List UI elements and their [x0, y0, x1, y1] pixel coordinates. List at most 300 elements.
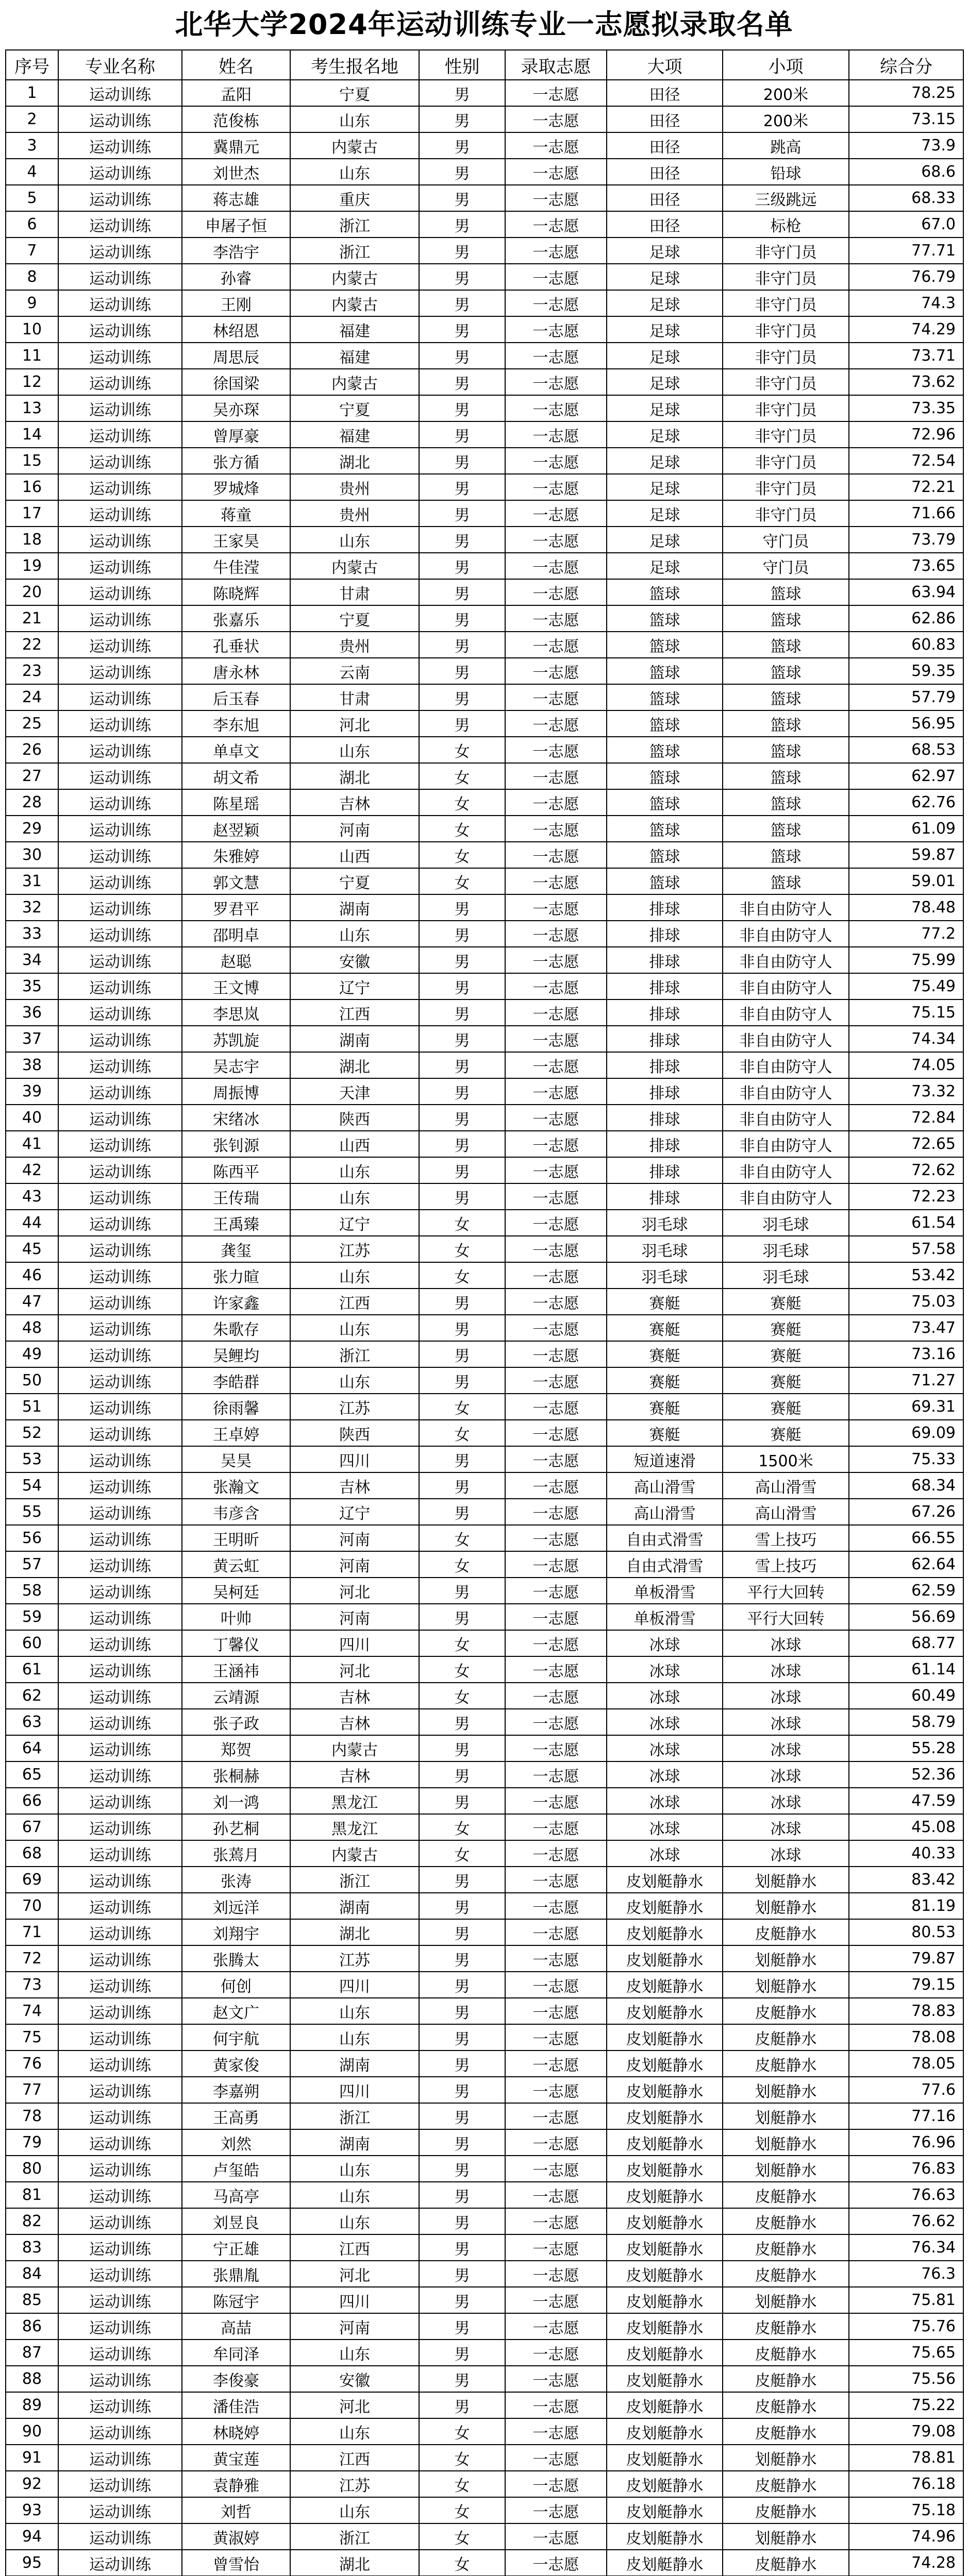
cell-preference: 一志愿	[505, 2497, 607, 2523]
cell-origin: 河南	[290, 1551, 419, 1578]
cell-origin: 山东	[290, 1183, 419, 1210]
cell-index: 46	[6, 1262, 58, 1289]
cell-preference: 一志愿	[505, 973, 607, 999]
cell-origin: 江苏	[290, 1945, 419, 1972]
cell-sub-event: 篮球	[723, 710, 849, 737]
cell-gender: 男	[419, 211, 505, 238]
cell-major: 运动训练	[58, 1078, 182, 1105]
cell-preference: 一志愿	[505, 2366, 607, 2392]
cell-index: 69	[6, 1867, 58, 1893]
cell-gender: 男	[419, 2050, 505, 2077]
cell-gender: 男	[419, 2234, 505, 2261]
table-row	[6, 1052, 963, 1078]
cell-score: 73.9	[849, 132, 963, 159]
cell-preference: 一志愿	[505, 1394, 607, 1420]
cell-preference: 一志愿	[505, 1761, 607, 1788]
cell-gender: 女	[419, 1551, 505, 1578]
cell-origin: 江西	[290, 999, 419, 1026]
cell-major: 运动训练	[58, 1341, 182, 1367]
table-body	[6, 80, 963, 2576]
cell-name: 张嘉乐	[182, 605, 290, 632]
cell-preference: 一志愿	[505, 238, 607, 264]
table-row	[6, 2077, 963, 2103]
cell-score: 75.49	[849, 973, 963, 999]
cell-index: 79	[6, 2129, 58, 2156]
cell-name: 吴柯廷	[182, 1578, 290, 1604]
cell-index: 64	[6, 1735, 58, 1761]
table-row	[6, 2471, 963, 2497]
cell-index: 92	[6, 2471, 58, 2497]
cell-major: 运动训练	[58, 159, 182, 185]
cell-major-event: 冰球	[607, 1656, 723, 1683]
cell-gender: 男	[419, 999, 505, 1026]
cell-preference: 一志愿	[505, 816, 607, 842]
cell-score: 76.79	[849, 264, 963, 290]
cell-sub-event: 平行大回转	[723, 1578, 849, 1604]
cell-index: 57	[6, 1551, 58, 1578]
cell-major-event: 篮球	[607, 579, 723, 605]
cell-origin: 浙江	[290, 2523, 419, 2550]
cell-score: 68.77	[849, 1630, 963, 1656]
cell-index: 22	[6, 632, 58, 658]
cell-major: 运动训练	[58, 789, 182, 816]
cell-preference: 一志愿	[505, 80, 607, 106]
cell-major-event: 皮划艇静水	[607, 1919, 723, 1945]
cell-score: 78.08	[849, 2024, 963, 2050]
cell-origin: 江苏	[290, 1394, 419, 1420]
cell-name: 孟阳	[182, 80, 290, 106]
cell-sub-event: 篮球	[723, 605, 849, 632]
cell-gender: 女	[419, 2523, 505, 2550]
cell-gender: 男	[419, 1289, 505, 1315]
cell-major-event: 皮划艇静水	[607, 2287, 723, 2313]
cell-preference: 一志愿	[505, 553, 607, 579]
cell-major-event: 篮球	[607, 710, 723, 737]
cell-name: 张子政	[182, 1709, 290, 1735]
cell-sub-event: 皮艇静水	[723, 2050, 849, 2077]
cell-name: 李东旭	[182, 710, 290, 737]
cell-sub-event: 非自由防守人	[723, 999, 849, 1026]
cell-gender: 男	[419, 1709, 505, 1735]
cell-major: 运动训练	[58, 2471, 182, 2497]
cell-sub-event: 划艇静水	[723, 2103, 849, 2129]
cell-name: 徐雨馨	[182, 1394, 290, 1420]
cell-preference: 一志愿	[505, 763, 607, 789]
cell-preference: 一志愿	[505, 894, 607, 921]
cell-gender: 男	[419, 500, 505, 527]
table-row	[6, 2024, 963, 2050]
cell-origin: 河北	[290, 2392, 419, 2418]
cell-gender: 男	[419, 921, 505, 947]
cell-score: 76.62	[849, 2208, 963, 2234]
cell-index: 72	[6, 1945, 58, 1972]
table-row	[6, 343, 963, 369]
cell-preference: 一志愿	[505, 1578, 607, 1604]
cell-preference: 一志愿	[505, 1735, 607, 1761]
cell-score: 75.76	[849, 2313, 963, 2340]
cell-major: 运动训练	[58, 395, 182, 421]
cell-score: 62.86	[849, 605, 963, 632]
cell-origin: 河北	[290, 1578, 419, 1604]
cell-sub-event: 篮球	[723, 842, 849, 868]
cell-preference: 一志愿	[505, 1656, 607, 1683]
cell-name: 何宇航	[182, 2024, 290, 2050]
cell-sub-event: 羽毛球	[723, 1262, 849, 1289]
cell-major: 运动训练	[58, 1656, 182, 1683]
cell-major-event: 足球	[607, 527, 723, 553]
cell-name: 李嘉朔	[182, 2077, 290, 2103]
cell-gender: 男	[419, 159, 505, 185]
cell-major: 运动训练	[58, 500, 182, 527]
cell-major: 运动训练	[58, 1604, 182, 1630]
cell-name: 何创	[182, 1972, 290, 1998]
cell-major-event: 排球	[607, 947, 723, 973]
cell-name: 李皓群	[182, 1367, 290, 1394]
cell-score: 76.96	[849, 2129, 963, 2156]
cell-major-event: 皮划艇静水	[607, 2208, 723, 2234]
cell-preference: 一志愿	[505, 106, 607, 132]
cell-sub-event: 皮艇静水	[723, 2261, 849, 2287]
table-row	[6, 1105, 963, 1131]
table-row	[6, 421, 963, 448]
cell-name: 申屠子恒	[182, 211, 290, 238]
cell-major-event: 皮划艇静水	[607, 2445, 723, 2471]
cell-preference: 一志愿	[505, 2418, 607, 2445]
cell-score: 60.83	[849, 632, 963, 658]
cell-index: 25	[6, 710, 58, 737]
cell-major: 运动训练	[58, 2234, 182, 2261]
cell-index: 43	[6, 1183, 58, 1210]
cell-preference: 一志愿	[505, 1262, 607, 1289]
cell-score: 52.36	[849, 1761, 963, 1788]
cell-major: 运动训练	[58, 632, 182, 658]
cell-major-event: 排球	[607, 1105, 723, 1131]
cell-score: 72.65	[849, 1131, 963, 1157]
page-title: 北华大学2024年运动训练专业一志愿拟录取名单	[175, 8, 793, 41]
cell-major-event: 冰球	[607, 1840, 723, 1867]
cell-index: 28	[6, 789, 58, 816]
cell-score: 66.55	[849, 1525, 963, 1551]
cell-score: 62.59	[849, 1578, 963, 1604]
cell-index: 89	[6, 2392, 58, 2418]
cell-origin: 河北	[290, 1656, 419, 1683]
cell-major: 运动训练	[58, 1840, 182, 1867]
cell-index: 15	[6, 448, 58, 474]
cell-origin: 甘肃	[290, 579, 419, 605]
cell-major: 运动训练	[58, 369, 182, 395]
cell-major: 运动训练	[58, 2129, 182, 2156]
header-major-event: 大项	[607, 50, 723, 80]
cell-sub-event: 皮艇静水	[723, 2497, 849, 2523]
table-row	[6, 1289, 963, 1315]
cell-preference: 一志愿	[505, 2024, 607, 2050]
cell-score: 79.08	[849, 2418, 963, 2445]
cell-origin: 四川	[290, 1972, 419, 1998]
cell-preference: 一志愿	[505, 1998, 607, 2024]
cell-major-event: 足球	[607, 395, 723, 421]
cell-index: 58	[6, 1578, 58, 1604]
cell-score: 79.15	[849, 1972, 963, 1998]
table-row	[6, 710, 963, 737]
cell-name: 云靖源	[182, 1683, 290, 1709]
cell-name: 张瀚文	[182, 1472, 290, 1499]
cell-index: 12	[6, 369, 58, 395]
cell-major-event: 足球	[607, 238, 723, 264]
cell-score: 73.15	[849, 106, 963, 132]
cell-major-event: 篮球	[607, 789, 723, 816]
cell-major-event: 篮球	[607, 658, 723, 684]
table-row	[6, 684, 963, 710]
cell-index: 29	[6, 816, 58, 842]
cell-origin: 吉林	[290, 1472, 419, 1499]
cell-score: 69.31	[849, 1394, 963, 1420]
cell-preference: 一志愿	[505, 947, 607, 973]
cell-gender: 男	[419, 1578, 505, 1604]
cell-major-event: 排球	[607, 973, 723, 999]
cell-index: 93	[6, 2497, 58, 2523]
cell-sub-event: 跳高	[723, 132, 849, 159]
cell-score: 77.71	[849, 238, 963, 264]
cell-index: 54	[6, 1472, 58, 1499]
cell-name: 丁馨仪	[182, 1630, 290, 1656]
cell-gender: 男	[419, 290, 505, 316]
cell-name: 袁静雅	[182, 2471, 290, 2497]
cell-sub-event: 皮艇静水	[723, 2550, 849, 2576]
cell-major: 运动训练	[58, 1289, 182, 1315]
cell-name: 潘佳浩	[182, 2392, 290, 2418]
cell-gender: 男	[419, 1735, 505, 1761]
cell-gender: 男	[419, 1131, 505, 1157]
cell-preference: 一志愿	[505, 369, 607, 395]
cell-major: 运动训练	[58, 1052, 182, 1078]
cell-major-event: 皮划艇静水	[607, 2392, 723, 2418]
table-row	[6, 1867, 963, 1893]
cell-gender: 男	[419, 1183, 505, 1210]
cell-origin: 江西	[290, 2445, 419, 2471]
cell-score: 73.47	[849, 1315, 963, 1341]
cell-name: 刘昱良	[182, 2208, 290, 2234]
cell-sub-event: 200米	[723, 106, 849, 132]
cell-score: 75.22	[849, 2392, 963, 2418]
cell-name: 黄宝莲	[182, 2445, 290, 2471]
cell-index: 50	[6, 1367, 58, 1394]
cell-index: 40	[6, 1105, 58, 1131]
cell-major-event: 皮划艇静水	[607, 2340, 723, 2366]
table-row	[6, 1157, 963, 1183]
cell-score: 61.09	[849, 816, 963, 842]
cell-major-event: 篮球	[607, 763, 723, 789]
cell-origin: 湖北	[290, 2550, 419, 2576]
cell-score: 72.54	[849, 448, 963, 474]
cell-sub-event: 非自由防守人	[723, 1183, 849, 1210]
cell-name: 赵文广	[182, 1998, 290, 2024]
cell-score: 80.53	[849, 1919, 963, 1945]
cell-index: 76	[6, 2050, 58, 2077]
cell-major-event: 皮划艇静水	[607, 2182, 723, 2208]
cell-major: 运动训练	[58, 1972, 182, 1998]
cell-preference: 一志愿	[505, 999, 607, 1026]
table-row	[6, 2234, 963, 2261]
cell-major: 运动训练	[58, 1262, 182, 1289]
cell-gender: 女	[419, 1683, 505, 1709]
table-row	[6, 2156, 963, 2182]
cell-sub-event: 非守门员	[723, 264, 849, 290]
cell-gender: 女	[419, 2497, 505, 2523]
cell-index: 88	[6, 2366, 58, 2392]
cell-major-event: 皮划艇静水	[607, 1867, 723, 1893]
cell-origin: 内蒙古	[290, 132, 419, 159]
table-row	[6, 80, 963, 106]
table-row	[6, 1446, 963, 1472]
table-row	[6, 1551, 963, 1578]
cell-major: 运动训练	[58, 894, 182, 921]
cell-score: 73.32	[849, 1078, 963, 1105]
cell-name: 刘然	[182, 2129, 290, 2156]
cell-preference: 一志愿	[505, 2445, 607, 2471]
cell-gender: 女	[419, 1840, 505, 1867]
cell-sub-event: 划艇静水	[723, 2445, 849, 2471]
cell-sub-event: 皮艇静水	[723, 2471, 849, 2497]
cell-major: 运动训练	[58, 2050, 182, 2077]
cell-major-event: 赛艇	[607, 1420, 723, 1446]
cell-origin: 湖南	[290, 2050, 419, 2077]
table-row	[6, 1236, 963, 1262]
cell-gender: 男	[419, 2392, 505, 2418]
cell-index: 7	[6, 238, 58, 264]
cell-index: 2	[6, 106, 58, 132]
table-row	[6, 1604, 963, 1630]
cell-sub-event: 标枪	[723, 211, 849, 238]
cell-index: 47	[6, 1289, 58, 1315]
cell-index: 67	[6, 1814, 58, 1840]
cell-sub-event: 赛艇	[723, 1394, 849, 1420]
cell-major: 运动训练	[58, 1630, 182, 1656]
cell-origin: 安徽	[290, 2366, 419, 2392]
cell-origin: 河北	[290, 2261, 419, 2287]
cell-sub-event: 冰球	[723, 1630, 849, 1656]
cell-sub-event: 皮艇静水	[723, 1998, 849, 2024]
cell-major: 运动训练	[58, 973, 182, 999]
cell-sub-event: 冰球	[723, 1656, 849, 1683]
cell-preference: 一志愿	[505, 1499, 607, 1525]
table-row	[6, 868, 963, 894]
cell-sub-event: 篮球	[723, 684, 849, 710]
cell-gender: 男	[419, 658, 505, 684]
cell-gender: 男	[419, 2313, 505, 2340]
cell-origin: 山东	[290, 2340, 419, 2366]
cell-major-event: 足球	[607, 316, 723, 343]
cell-major-event: 冰球	[607, 1788, 723, 1814]
cell-gender: 男	[419, 1893, 505, 1919]
table-row	[6, 264, 963, 290]
table-row	[6, 290, 963, 316]
cell-score: 71.27	[849, 1367, 963, 1394]
cell-name: 周思辰	[182, 343, 290, 369]
cell-preference: 一志愿	[505, 605, 607, 632]
cell-sub-event: 守门员	[723, 553, 849, 579]
cell-major: 运动训练	[58, 1788, 182, 1814]
cell-sub-event: 羽毛球	[723, 1210, 849, 1236]
cell-score: 61.14	[849, 1656, 963, 1683]
cell-gender: 男	[419, 553, 505, 579]
cell-score: 75.65	[849, 2340, 963, 2366]
cell-name: 吴志宇	[182, 1052, 290, 1078]
cell-score: 78.05	[849, 2050, 963, 2077]
cell-major: 运动训练	[58, 2445, 182, 2471]
cell-score: 74.29	[849, 316, 963, 343]
cell-preference: 一志愿	[505, 2103, 607, 2129]
table-row	[6, 2182, 963, 2208]
cell-score: 75.99	[849, 947, 963, 973]
cell-gender: 男	[419, 1078, 505, 1105]
cell-sub-event: 高山滑雪	[723, 1472, 849, 1499]
cell-name: 王家昊	[182, 527, 290, 553]
table-row	[6, 1919, 963, 1945]
cell-name: 后玉春	[182, 684, 290, 710]
cell-gender: 男	[419, 1105, 505, 1131]
cell-index: 90	[6, 2418, 58, 2445]
cell-sub-event: 三级跳远	[723, 185, 849, 211]
cell-sub-event: 皮艇静水	[723, 2340, 849, 2366]
cell-origin: 宁夏	[290, 395, 419, 421]
cell-major-event: 赛艇	[607, 1394, 723, 1420]
cell-major-event: 冰球	[607, 1630, 723, 1656]
cell-gender: 男	[419, 1604, 505, 1630]
cell-gender: 男	[419, 1972, 505, 1998]
cell-origin: 贵州	[290, 500, 419, 527]
cell-sub-event: 羽毛球	[723, 1236, 849, 1262]
cell-index: 61	[6, 1656, 58, 1683]
cell-origin: 辽宁	[290, 1499, 419, 1525]
cell-name: 李俊豪	[182, 2366, 290, 2392]
cell-index: 13	[6, 395, 58, 421]
cell-origin: 湖北	[290, 1052, 419, 1078]
cell-sub-event: 赛艇	[723, 1341, 849, 1367]
cell-origin: 甘肃	[290, 684, 419, 710]
cell-origin: 浙江	[290, 1867, 419, 1893]
cell-major-event: 排球	[607, 921, 723, 947]
cell-index: 71	[6, 1919, 58, 1945]
cell-major: 运动训练	[58, 1420, 182, 1446]
cell-name: 王卓婷	[182, 1420, 290, 1446]
table-row	[6, 1683, 963, 1709]
table-row	[6, 185, 963, 211]
cell-sub-event: 划艇静水	[723, 2287, 849, 2313]
cell-major: 运动训练	[58, 1105, 182, 1131]
cell-gender: 男	[419, 2261, 505, 2287]
cell-gender: 男	[419, 2077, 505, 2103]
cell-name: 王文博	[182, 973, 290, 999]
cell-major: 运动训练	[58, 2182, 182, 2208]
table-row	[6, 999, 963, 1026]
table-row	[6, 2129, 963, 2156]
cell-gender: 男	[419, 343, 505, 369]
cell-score: 76.3	[849, 2261, 963, 2287]
cell-score: 76.63	[849, 2182, 963, 2208]
cell-name: 王禹臻	[182, 1210, 290, 1236]
header-index: 序号	[6, 50, 58, 80]
cell-gender: 男	[419, 316, 505, 343]
table-row	[6, 2523, 963, 2550]
cell-gender: 男	[419, 1919, 505, 1945]
cell-score: 74.05	[849, 1052, 963, 1078]
cell-gender: 女	[419, 1210, 505, 1236]
table-row	[6, 106, 963, 132]
cell-name: 孙睿	[182, 264, 290, 290]
cell-gender: 男	[419, 947, 505, 973]
cell-major: 运动训练	[58, 1867, 182, 1893]
cell-index: 42	[6, 1157, 58, 1183]
